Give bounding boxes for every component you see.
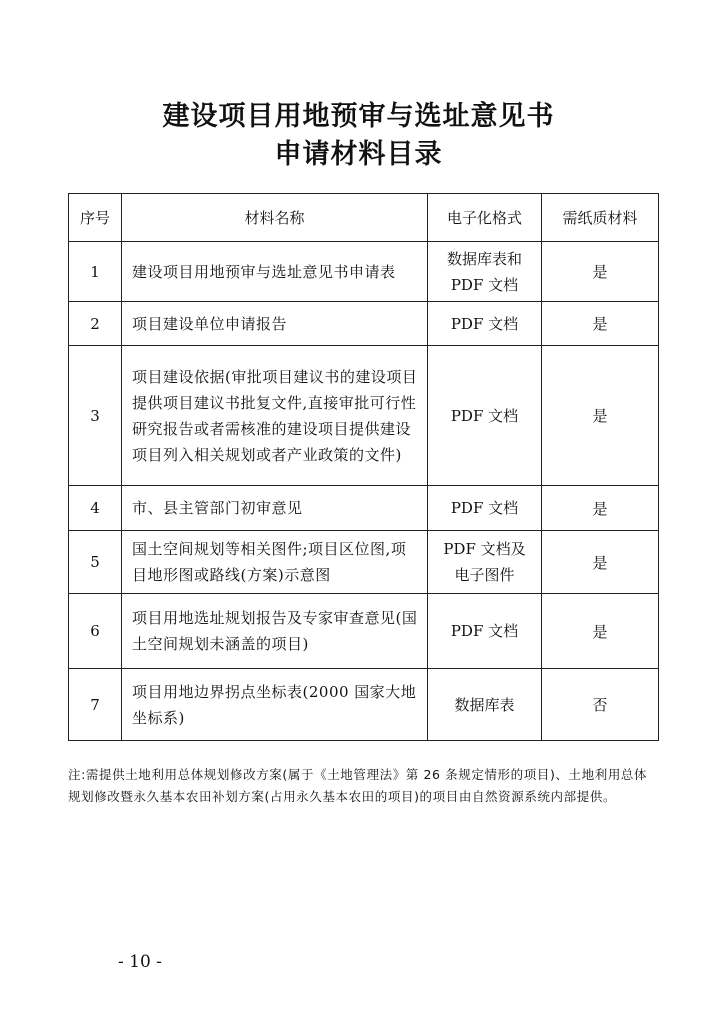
footnote: 注:需提供土地利用总体规划修改方案(属于《土地管理法》第 26 条规定情形的项目)、土地利用总体规划修改暨永久基本农田补划方案(占用永久基本农田的项目)的项目由自然资源系统内部提供。	[68, 767, 648, 804]
row-format: PDF 文档及 电子图件	[428, 531, 542, 594]
table-row	[69, 669, 659, 741]
document-title-line2: 申请材料目录	[274, 139, 443, 170]
row-paper: 否	[542, 669, 659, 741]
row-format: PDF 文档	[428, 302, 542, 346]
row-material-name: 建设项目用地预审与选址意见书申请表	[122, 242, 428, 302]
row-material-name: 市、县主管部门初审意见	[122, 486, 428, 531]
row-paper: 是	[542, 302, 659, 346]
row-paper: 是	[542, 486, 659, 531]
row-number: 4	[69, 486, 122, 531]
table-row	[69, 531, 659, 594]
row-number: 5	[69, 531, 122, 594]
row-format: PDF 文档	[428, 594, 542, 669]
row-paper: 是	[542, 242, 659, 302]
row-material-name: 项目用地选址规划报告及专家审查意见(国土空间规划未涵盖的项目)	[122, 594, 428, 669]
table-row	[69, 594, 659, 669]
row-material-name: 项目建设依据(审批项目建议书的建设项目提供项目建议书批复文件,直接审批可行性研究报告或者需核准的建设项目提供建设项目列入相关规划或者产业政策的文件)	[122, 346, 428, 486]
header-number: 序号	[69, 194, 122, 242]
row-format: 数据库表和 PDF 文档	[428, 242, 542, 302]
row-material-name: 项目建设单位申请报告	[122, 302, 428, 346]
materials-table	[68, 193, 659, 741]
row-number: 3	[69, 346, 122, 486]
row-number: 2	[69, 302, 122, 346]
row-number: 6	[69, 594, 122, 669]
row-format: 数据库表	[428, 669, 542, 741]
header-electronic-format: 电子化格式	[428, 194, 542, 242]
page-number: - 10 -	[118, 952, 162, 972]
row-material-name: 项目用地边界拐点坐标表(2000 国家大地坐标系)	[122, 669, 428, 741]
row-format: PDF 文档	[428, 346, 542, 486]
table-row	[69, 346, 659, 486]
header-paper-required: 需纸质材料	[542, 194, 659, 242]
row-paper: 是	[542, 346, 659, 486]
table-row	[69, 486, 659, 531]
row-number: 7	[69, 669, 122, 741]
header-material-name: 材料名称	[122, 194, 428, 242]
table-row	[69, 302, 659, 346]
row-format: PDF 文档	[428, 486, 542, 531]
row-material-name: 国土空间规划等相关图件;项目区位图,项目地形图或路线(方案)示意图	[122, 531, 428, 594]
table-header-row	[69, 194, 659, 242]
document-title-line1: 建设项目用地预审与选址意见书	[162, 101, 555, 132]
row-number: 1	[69, 242, 122, 302]
row-paper: 是	[542, 594, 659, 669]
table-row	[69, 242, 659, 302]
row-paper: 是	[542, 531, 659, 594]
